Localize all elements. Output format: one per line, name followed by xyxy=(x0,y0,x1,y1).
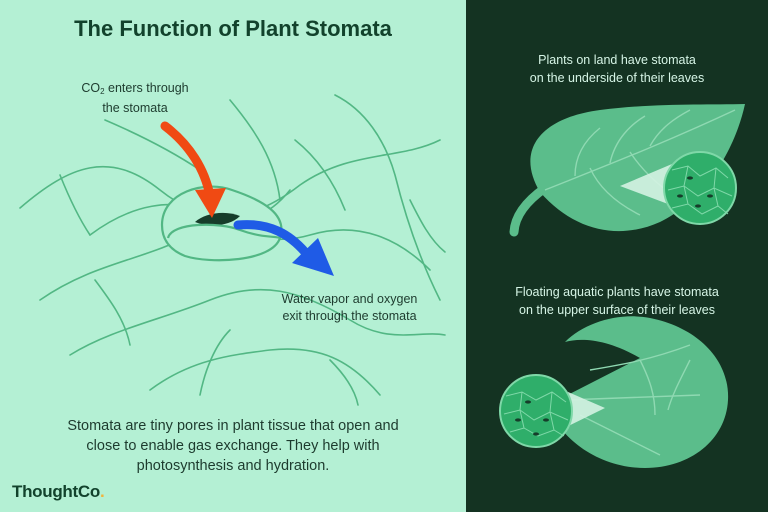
page-title: The Function of Plant Stomata xyxy=(74,16,392,41)
co2-label-line1: $CO_2$ enters through xyxy=(81,81,189,96)
aquatic-plants-text xyxy=(480,283,754,319)
brand-dot: . xyxy=(99,482,105,501)
caption-line3: photosynthesis and hydration. xyxy=(136,458,330,474)
land-text-line2: on the underside of their leaves xyxy=(529,71,705,85)
lily-pad xyxy=(500,316,728,468)
aquatic-text-line1: Floating aquatic plants have stomata xyxy=(515,285,719,299)
aquatic-stomata-magnifier xyxy=(500,375,572,447)
caption xyxy=(24,416,442,476)
water-label-line1: Water vapor and oxygen xyxy=(281,292,418,306)
co2-label-line2: the stomata xyxy=(102,101,168,115)
water-label-line2: exit through the stomata xyxy=(282,309,417,323)
land-text-line1: Plants on land have stomata xyxy=(538,53,696,67)
brand-name: ThoughtCo xyxy=(12,482,100,501)
aquatic-text-line2: on the upper surface of their leaves xyxy=(519,303,715,317)
co2-label xyxy=(60,80,210,117)
water-vapor-label xyxy=(262,291,437,325)
land-plants-text xyxy=(480,51,754,87)
land-leaf xyxy=(514,104,745,232)
caption-line1: Stomata are tiny pores in plant tissue that open and xyxy=(67,418,399,434)
brand-logo[interactable] xyxy=(12,482,104,502)
caption-line2: close to enable gas exchange. They help with xyxy=(86,438,380,454)
